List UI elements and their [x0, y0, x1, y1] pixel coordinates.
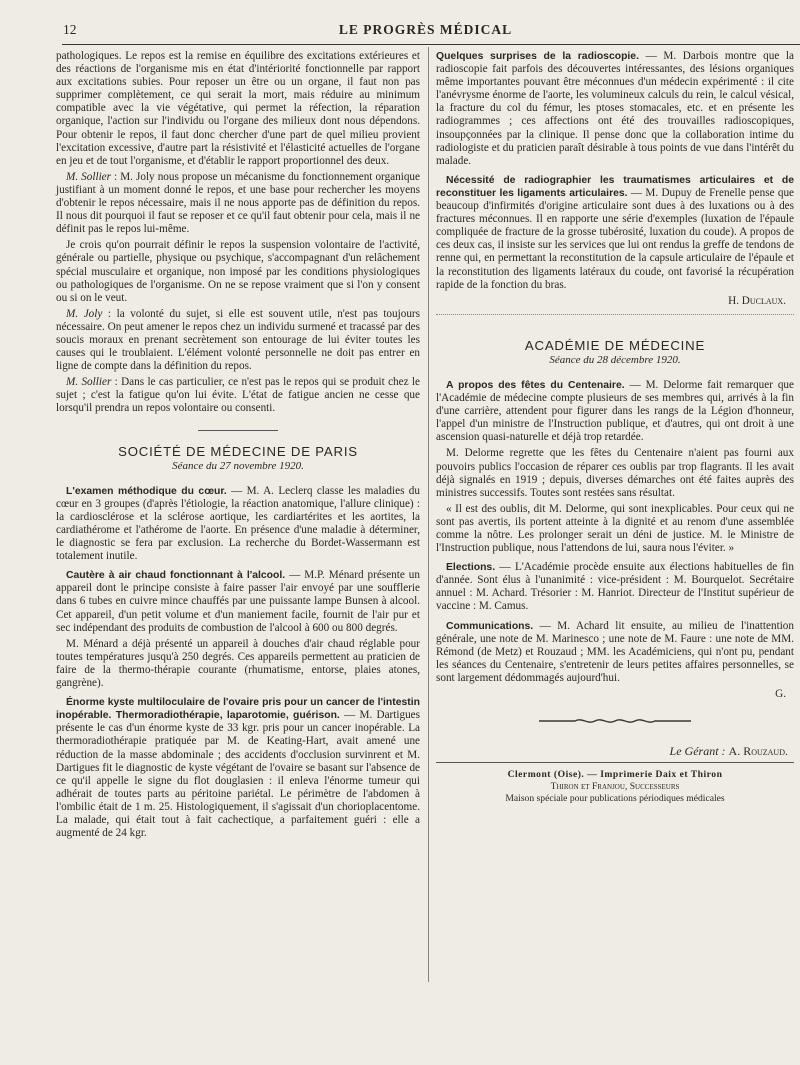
- article-title: Elections.: [446, 562, 496, 574]
- article: Quelques surprises de la radioscopie. — M. Darbois montre que la radioscopie fait parfois des découvertes intéressantes, des lésions organiques même importantes pouvant être méconnues d'un médecin expérimenté : il cite l'anévrysme énorme de l'aorte, les volumineux calculs du rein, le calcul vésical, la fracture du col du fémur, les ptoses stomacales, etc. et en présente les radiogrammes ; ces affections ont été des trouvailles radioscopiques, insoupçonnées par la clinique. Il pense donc que la collaboration intime du radiologiste et du praticien paraît désirable à tous points de vue dans l'intérêt du malade.: [436, 50, 794, 167]
- article-title: L'examen méthodique du cœur.: [66, 485, 227, 497]
- section-title: ACADÉMIE DE MÉDECINE: [524, 337, 706, 353]
- section-title: SOCIÉTÉ DE MÉDECINE DE PARIS: [118, 443, 358, 459]
- ornament-squiggle: [535, 715, 695, 727]
- section-divider: [436, 314, 794, 315]
- paragraph: M. Ménard a déjà présenté un appareil à douches d'air chaud réglable pour toutes températures jusqu'à 250 degrés. Ces appareils permettent au praticien de faire de la thermo-thérapie courante (rhumatisme, entorse, plaies atones, gangrène).: [56, 637, 420, 690]
- right-column: [436, 50, 794, 805]
- header-rule: [62, 44, 800, 45]
- paragraph: M. Sollier : Dans le cas particulier, ce n'est pas le repos qui se produit chez le sujet ; c'est la fatigue qu'on lui évite. L'état de fatigue ancien ne cesse que lorsqu'il prendra un repos volontaire ou consenti.: [56, 376, 420, 415]
- section-subtitle: Séance du 28 décembre 1920.: [549, 353, 681, 366]
- section-divider: [198, 430, 278, 431]
- imprint-line: Clermont (Oise). — Imprimerie Daix et Thiron: [507, 769, 723, 781]
- article: A propos des fêtes du Centenaire. — M. Delorme fait remarquer que l'Académie de médecine compte plusieurs de ses membres qui, arrivés à la fin d'une carrière, attendent pour figurer dans les rangs de la Légion d'honneur, l'appel d'un ministre de l'Instruction publique, et d'autres, qui ont droit à une ascension quasi-naturelle et déjà trop retardée.: [436, 378, 794, 444]
- article: Communications. — M. Achard lit ensuite, au milieu de l'inattention générale, une note de M. Marinesco ; une note de M. Faure : une note de MM. Rémond (de Metz) et Rouzaud ; MM. les Académiciens, qui n'ont pu, pendant les séances du Centenaire, s'entretenir de leurs petites affaires personnelles, se sont largement dédommagés aujourd'hui.: [436, 619, 794, 684]
- article: L'examen méthodique du cœur. — M. A. Leclerq classe les maladies du cœur en 3 groupes (d'après l'étiologie, la réaction anatomique, l'allure clinique) : la cardiosclérose et la sclérose aortique, les cardiartérites et les aortites, la cardiathérome et l'athérome de l'aorte. En présence d'une maladie à déterminer, le diagnostic se fera par exclusion. La recherche du Bordet-Wassermann est totalement inutile.: [56, 484, 420, 563]
- article-title: Cautère à air chaud fonctionnant à l'alcool.: [66, 570, 286, 582]
- article: Énorme kyste multiloculaire de l'ovaire pris pour un cancer de l'intestin inopérable. Thermoradiothérapie, laparotomie, guérison. — M. Dartigues présente le cas d'un énorme kyste de 33 kgr. pris pour un cancer inopérable. La thermoradiothérapie pratiquée par M. de Keating-Hart, avait amené une réduction de la masse abdominale ; des accidents d'occlusion survinrent et M. Dartigues fit le diagnostic de kyste végétant de l'ovaire se basant sur l'absence de ce qu'il appelle le signe du flot douglasien : il enleva l'énorme tumeur qui adhérait de toutes parts au péritoine pariétal. Le périmètre de l'abdomen à l'ombilic était de 1 m. 25. Histologiquement, il s'agissait d'un chorioplacentome. La malade, qui était tout à fait cachectique, a parfaitement guéri : elle a augmenté de 24 kgr.: [56, 697, 420, 840]
- signature: H. Duclaux.: [728, 294, 786, 307]
- footer-rule: [436, 762, 794, 763]
- paragraph: M. Sollier : M. Joly nous propose un mécanisme du fonctionnement organique justifiant à un moment donné le repos, et une base pour rechercher les moyens d'obtenir le repos nécessaire, mais il ne nous apporte pas de définition du repos. Il nous dit pourquoi il faut se reposer et ce qu'il faut obtenir pour cela, mais il ne définit pas le repos lui-même.: [56, 170, 420, 236]
- article: Nécessité de radiographier les traumatismes articulaires et de reconstituer les ligaments articulaires. — M. Dupuy de Frenelle pense que beaucoup d'infirmités d'origine articulaire sont dues à des luxations ou à des fractures méconnues. Il en rapporte une série d'exemples (luxation de l'épaule compliquée de fracture de la grosse tubérosité, luxation du coude). A propos de ces deux cas, il insiste sur les services que lui ont rendus la greffe de tendons de renne qui, en permettant la reconstitution de la capsule articulaire de l'épaule et la reconstitution des ligaments latéraux du coude, ont favorisé la récupération rapide de la fonction du bras.: [436, 174, 794, 291]
- article-title: Communications.: [446, 620, 534, 632]
- article-title: A propos des fêtes du Centenaire.: [446, 379, 625, 391]
- imprint-line: Maison spéciale pour publications périodiques médicales: [505, 793, 725, 805]
- paragraph: pathologiques. Le repos est la remise en équilibre des excitations extérieures et des réactions de l'organisme mis en état d'intériorité fonctionnelle par rapport aux excitations subies. Pour reposer un être ou un organe, il faut non pas supprimer complètement, ce qui serait la mort, mais réduire au minimum compatible avec la vie végétative, qui permet la réfection, la réparation organique, l'action sur l'individu ou l'organe des milieux dont nous dépendons. Pour obtenir le repos, il faut donc chercher d'une part de quel milieu provient l'excitation excessive, d'autre part la résistivité et l'élasticité actuelles de l'organe en jeu et de tout l'organisme, et d'établir le rapport proportionnel des deux.: [56, 50, 420, 167]
- article-title: Quelques surprises de la radioscopie.: [436, 51, 639, 62]
- page-header: [55, 22, 796, 42]
- paragraph: Je crois qu'on pourrait définir le repos la suspension volontaire de l'activité, générale ou partielle, physique ou psychique, s'accompagnant d'un relâchement spécial musculaire et organique, non imposé par les conditions physiologiques ou pathologiques de l'organisme. On ne se repose vraiment que si l'on y consent ou si on le veut.: [56, 239, 420, 304]
- paragraph: « Il est des oublis, dit M. Delorme, qui sont inexplicables. Pour ceux qui ne sont pas avertis, ils portent atteinte à la dignité et au renom d'une assemblée comme la nôtre. Les prolonger serait un déni de justice. M. le Ministre de l'Instruction publique, nous l'attendons de lui, saura nous l'éviter. »: [436, 502, 794, 555]
- page-number: 12: [63, 22, 77, 37]
- speaker-name: M. Sollier: [66, 376, 112, 389]
- article: Elections. — L'Académie procède ensuite aux élections habituelles de fin d'année. Sont élus à l'unanimité : vice-président : M. Bourquelot. Secrétaire annuel : M. Achard. Trésorier : M. Hanriot. Directeur de l'Institut supérieur de vaccine : M. Camus.: [436, 561, 794, 613]
- printer-imprint: [436, 769, 794, 805]
- article: Cautère à air chaud fonctionnant à l'alcool. — M.P. Ménard présente un appareil dont le principe consiste à faire passer l'air envoyé par une soufflerie dans 6 tubes en cuivre mince chauffés par une puissante lampe Bunsen à alcool. Cet appareil, d'un petit volume et d'un maniement facile, fournit de l'air pur et sec indépendant des produits de combustion de l'alcool à 600 ou 800 degrés.: [56, 569, 420, 634]
- column-separator: [428, 47, 429, 982]
- section-subtitle: Séance du 27 novembre 1920.: [172, 459, 304, 472]
- gerant-line: [436, 745, 794, 758]
- gerant-label: Le Gérant :: [669, 744, 726, 759]
- imprint-line: Thiron et Franjou, Successeurs: [550, 781, 680, 793]
- left-column: [56, 50, 420, 843]
- article-title: Énorme kyste multiloculaire de l'ovaire pris pour un cancer de l'intestin inopérable. Thermoradiothérapie, laparotomie, guérison.: [56, 697, 420, 722]
- paragraph: M. Joly : la volonté du sujet, si elle est souvent utile, n'est pas toujours nécessaire. On peut amener le repos chez un individu surmené et tracassé par des soucis moraux en prenant secrètement son entourage de lui éviter toutes les causes qui le troublaient. L'élément volonté personnelle ne doit pas entrer en ligne de compte dans la définition du repos.: [56, 307, 420, 373]
- journal-title: LE PROGRÈS MÉDICAL: [338, 22, 513, 37]
- gerant-name: A. Rouzaud.: [728, 744, 788, 759]
- speaker-name: M. Sollier: [66, 170, 111, 183]
- article-title: Nécessité de radiographier les traumatismes articulaires et de reconstituer les ligaments articulaires.: [436, 174, 794, 199]
- speaker-name: M. Joly: [66, 307, 103, 320]
- initial-signature: G.: [775, 688, 786, 701]
- paragraph: M. Delorme regrette que les fêtes du Centenaire n'aient pas fourni aux pouvoirs publics l'occasion de réparer ces oublis par trop flagrants. Il les avait déjà signalés en 1919 ; depuis, diverses démarches ont été faites auprès des ministres successifs. Toutes sont restées sans résultat.: [436, 447, 794, 499]
